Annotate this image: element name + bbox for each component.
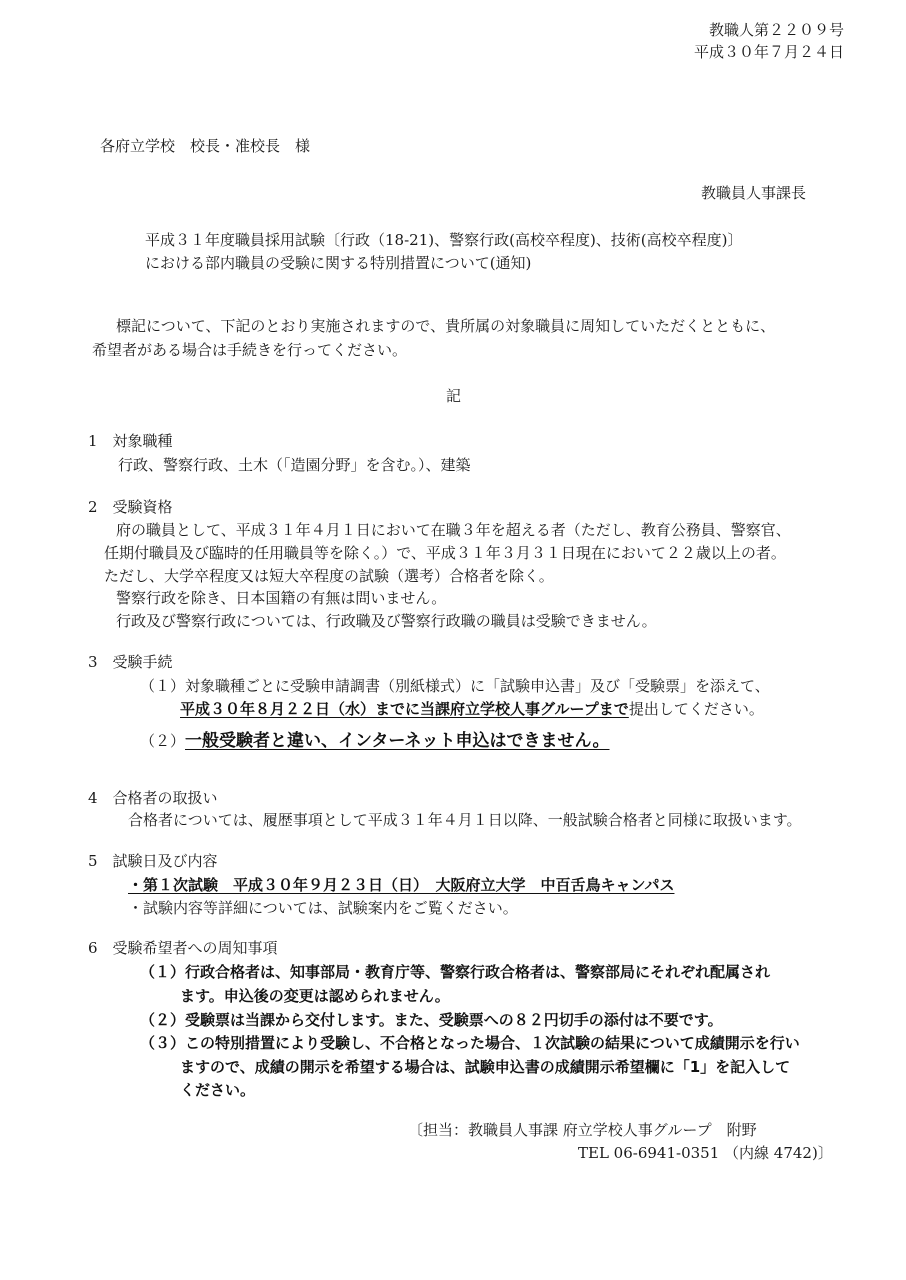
contact-phone: TEL 06-6941-0351 （内線 4742)〕 bbox=[578, 1144, 833, 1162]
internet-notice: 一般受験者と違い、インターネット申込はできません。 bbox=[185, 731, 610, 751]
section-2-heading: 2 受験資格 bbox=[88, 498, 173, 516]
document-number: 教職人第２２０９号 bbox=[708, 21, 844, 39]
item-number: （２） bbox=[140, 732, 186, 750]
section-5-heading: 5 試験日及び内容 bbox=[88, 852, 218, 870]
section-4-heading: 4 合格者の取扱い bbox=[88, 789, 218, 807]
title-line-2: における部内職員の受験に関する特別措置について(通知) bbox=[145, 254, 532, 272]
intro-line-1: 標記について、下記のとおり実施されますので、貴所属の対象職員に周知していただくとともに、 bbox=[116, 317, 776, 335]
section-4-text: 合格者については、履歴事項として平成３１年４月１日以降、一般試験合格者と同様に取扱います。 bbox=[128, 811, 802, 829]
section-6-line: ます。申込後の変更は認められません。 bbox=[180, 987, 450, 1005]
deadline-emphasis: 平成３０年８月２２日（水）までに当課府立学校人事グループまで bbox=[180, 700, 629, 718]
section-1-text: 行政、警察行政、土木（「造園分野」を含む。）、建築 bbox=[118, 456, 471, 474]
section-3-deadline bbox=[180, 699, 764, 719]
section-6-line: （３）この特別措置により受験し、不合格となった場合、１次試験の結果について成績開示を行い bbox=[140, 1034, 800, 1052]
title-line-1: 平成３１年度職員採用試験〔行政（18-21)、警察行政(高校卒程度)、技術(高校卒程度)〕 bbox=[145, 231, 743, 249]
deadline-tail: 提出してください。 bbox=[628, 700, 764, 718]
section-5-details: ・試験内容等詳細については、試験案内をご覧ください。 bbox=[128, 899, 518, 917]
section-5-exam-date: ・第１次試験 平成３０年９月２３日（日） 大阪府立大学 中百舌鳥キャンパス bbox=[128, 876, 675, 894]
document-date: 平成３０年７月２４日 bbox=[693, 43, 844, 61]
section-2-text: 警察行政を除き、日本国籍の有無は問いません。 bbox=[116, 589, 447, 607]
section-2-text: 行政及び警察行政については、行政職及び警察行政職の職員は受験できません。 bbox=[116, 612, 657, 630]
sender: 教職員人事課長 bbox=[700, 184, 806, 202]
contact-person: 〔担当：教職員人事課 府立学校人事グループ 附野 bbox=[408, 1121, 757, 1139]
section-2-text: 府の職員として、平成３１年４月１日において在職３年を超える者（ただし、教育公務員、警察官、 bbox=[116, 521, 791, 539]
section-3-item-2 bbox=[140, 731, 610, 751]
section-3-item-1: （１）対象職種ごとに受験申請調書（別紙様式）に「試験申込書」及び「受験票」を添えて、 bbox=[140, 677, 770, 695]
section-2-text: ただし、大学卒程度又は短大卒程度の試験（選考）合格者を除く。 bbox=[104, 567, 554, 585]
section-6-line: ください。 bbox=[180, 1081, 256, 1099]
ki-heading: 記 bbox=[446, 387, 462, 405]
section-6-line: （１）行政合格者は、知事部局・教育庁等、警察行政合格者は、警察部局にそれぞれ配属され bbox=[140, 963, 771, 981]
section-1-heading: 1 対象職種 bbox=[88, 432, 173, 450]
section-3-heading: 3 受験手続 bbox=[88, 653, 173, 671]
section-6-line: （２）受験票は当課から交付します。また、受験票への８２円切手の添付は不要です。 bbox=[140, 1011, 723, 1029]
section-6-heading: 6 受験希望者への周知事項 bbox=[88, 939, 278, 957]
addressee: 各府立学校 校長・准校長 様 bbox=[100, 137, 311, 155]
section-2-text: 任期付職員及び臨時的任用職員等を除く。）で、平成３１年３月３１日現在において２２歳以上の者。 bbox=[104, 544, 786, 562]
section-6-line: ますので、成績の開示を希望する場合は、試験申込書の成績開示希望欄に「1」を記入して bbox=[180, 1058, 791, 1076]
intro-line-2: 希望者がある場合は手続きを行ってください。 bbox=[92, 341, 408, 359]
